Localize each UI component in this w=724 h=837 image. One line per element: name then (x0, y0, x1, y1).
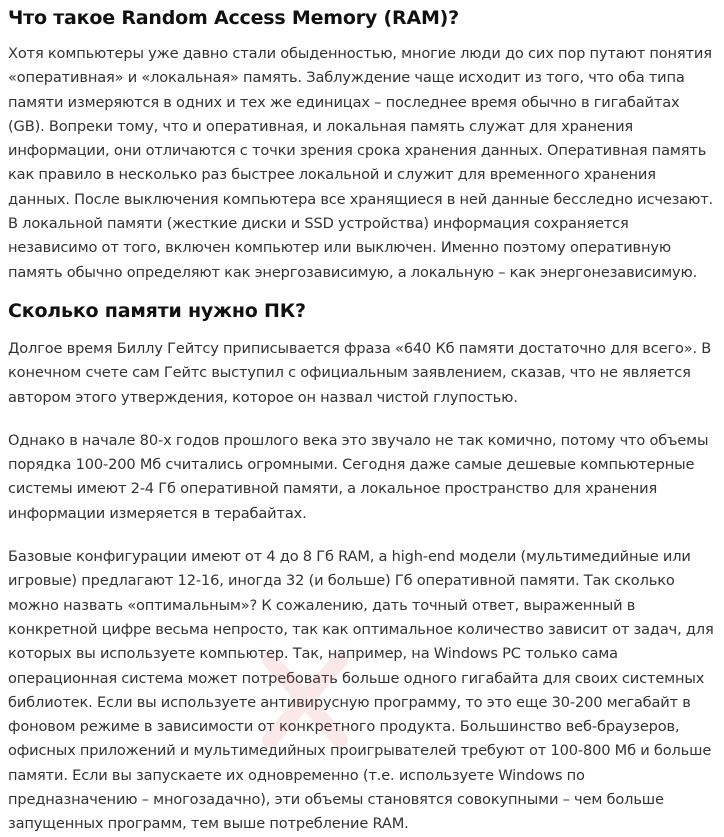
paragraph-80s-memory: Однако в начале 80-х годов прошлого века это звучало не так комично, потому что объемы порядка 100-200 Мб считались огромными. Сегодня даже самые дешевые компьютерные системы имеют 2-4 Гб оперативной памяти, а локальное пространство для хранения информации измеряется в терабайтах. (8, 431, 709, 522)
paragraph-base-configurations: Базовые конфигурации имеют от 4 до 8 Гб RAM, а high-end модели (мультимедийные или игровые) предлагают 12-16, иногда 32 (и больше) Гб оперативной памяти. Так сколько можно назвать «оптимальным»? К сожалению, дать точный ответ, выраженный в конкретной цифре весьма непросто, так как оптимальное количество зависит от задач, для которых вы используете компьютер. Так, например, на Windows PC только сама операционная система может потребовать больше одного гигабайта для своих системных библиотек. Если вы используете антивирусную программу, то это еще 30-200 мегабайт в фоновом режиме в зависимости от конкретного продукта. Большинство веб-браузеров, офисных приложений и мультимедийных проигрывателей требуют от 100-800 Мб и больше памяти. Если вы запускаете их одновременно (т.е. используете Windows по предназначению – многозадачно), эти объемы становятся совокупными – чем больше запущенных программ, тем выше потребление RAM. (8, 548, 714, 833)
section-title-ram: Что такое Random Access Memory (RAM)? (8, 7, 459, 29)
section-title-memory-needed: Сколько памяти нужно ПК? (8, 299, 306, 322)
paragraph-bill-gates-quote: Долгое время Биллу Гейтсу приписывается фраза «640 Кб памяти достаточно для всего». В конечном счете сам Гейтс выступил с официальным заявлением, сказав, что не является автором этого утверждения, которое он назвал чистой глупостью. (8, 339, 712, 406)
paragraph-ram-definition: Хотя компьютеры уже давно стали обыденностью, многие люди до сих пор путают понятия «оперативная» и «локальная» память. Заблуждение чаще исходит из того, что оба типа памяти измеряются в одних и тех же единицах – последнее время обычно в гигабайтах (GB). Вопреки тому, что и оперативная, и локальная память служат для хранения информации, они отличаются с точки зрения срока хранения данных. Оперативная память как правило в несколько раз быстрее локальной и служит для временного хранения данных. После выключения компьютера все хранящиеся в ней данные бесследно исчезают. В локальной памяти (жесткие диски и SSD устройства) информация сохраняется независимо от того, включен компьютер или выключен. Именно поэтому оперативную память обычно определяют как энергозависимую, а локальную – как энергонезависимую. (8, 45, 714, 281)
